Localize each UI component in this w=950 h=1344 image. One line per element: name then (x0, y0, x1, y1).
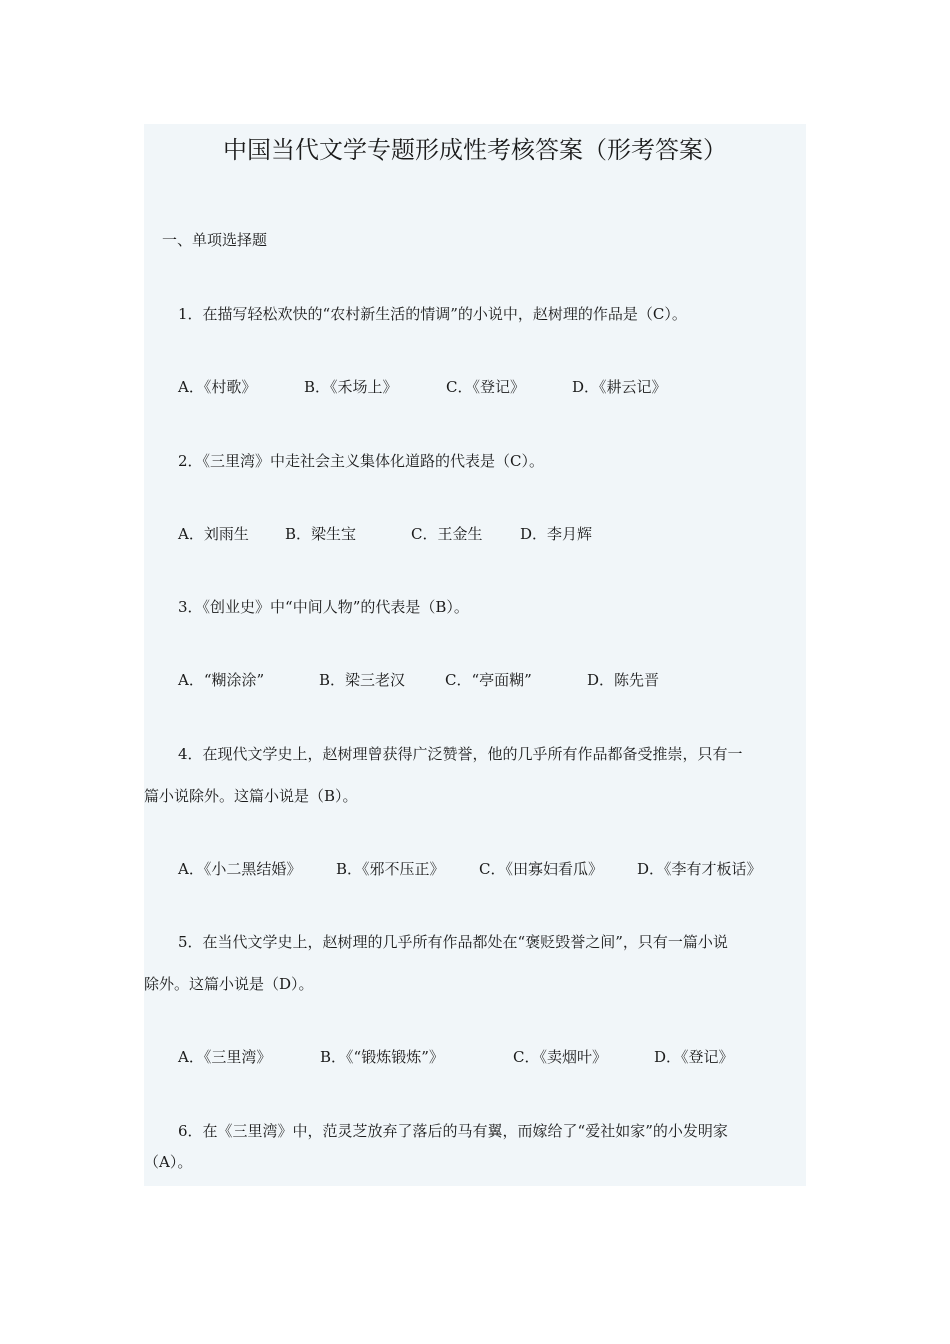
question-5 (144, 930, 806, 996)
question-4 (144, 742, 806, 808)
question-text-continued: （A）。 (144, 1153, 193, 1171)
question-1-options (178, 375, 667, 399)
question-text: 3．《创业史》中“中间人物”的代表是（B）。 (178, 598, 469, 616)
question-text: 6．在《三里湾》中，范灵芝放弃了落后的马有翼，而嫁给了“爱社如家”的小发明家 (178, 1122, 728, 1140)
option-d: D．陈先晋 (587, 671, 660, 689)
question-3-options (178, 668, 659, 692)
document-page (144, 124, 806, 1186)
option-a: A．“糊涂涂” (178, 671, 265, 689)
option-b: B．梁生宝 (285, 525, 357, 543)
question-1 (144, 302, 806, 326)
option-c: C．“亭面糊” (445, 671, 532, 689)
question-text-continued: 篇小说除外。这篇小说是（B）。 (144, 787, 358, 805)
option-a: A．《村歌》 (178, 378, 257, 396)
option-c: C．《登记》 (446, 378, 525, 396)
question-3 (144, 595, 806, 619)
option-a: A．《三里湾》 (178, 1048, 272, 1066)
option-b: B．《禾场上》 (304, 378, 398, 396)
question-2 (144, 449, 806, 473)
option-b: B．梁三老汉 (319, 671, 406, 689)
question-text: 4．在现代文学史上，赵树理曾获得广泛赞誉，他的几乎所有作品都备受推崇，只有一 (178, 745, 743, 763)
question-text: 5．在当代文学史上，赵树理的几乎所有作品都处在“褒贬毁誉之间”，只有一篇小说 (178, 933, 728, 951)
question-6 (144, 1119, 806, 1174)
question-text: 1．在描写轻松欢快的“农村新生活的情调”的小说中，赵树理的作品是（C）。 (178, 305, 687, 323)
section-heading: 一、单项选择题 (162, 231, 268, 249)
document-title: 中国当代文学专题形成性考核答案（形考答案） (223, 136, 727, 164)
option-b: B．《邪不压正》 (336, 860, 445, 878)
option-d: D．李月辉 (520, 525, 593, 543)
option-a: A．刘雨生 (178, 525, 249, 543)
question-5-options (178, 1045, 734, 1069)
question-text: 2．《三里湾》中走社会主义集体化道路的代表是（C）。 (178, 452, 545, 470)
option-d: D．《登记》 (654, 1048, 734, 1066)
option-b: B．《“锻炼锻炼”》 (320, 1048, 444, 1066)
option-d: D．《李有才板话》 (637, 860, 762, 878)
option-d: D．《耕云记》 (572, 378, 667, 396)
option-c: C．《田寡妇看瓜》 (479, 860, 603, 878)
option-c: C．《卖烟叶》 (513, 1048, 607, 1066)
question-2-options (178, 522, 592, 546)
option-a: A．《小二黑结婚》 (178, 860, 302, 878)
question-4-options (178, 857, 762, 881)
question-text-continued: 除外。这篇小说是（D）。 (144, 975, 314, 993)
option-c: C．王金生 (411, 525, 483, 543)
